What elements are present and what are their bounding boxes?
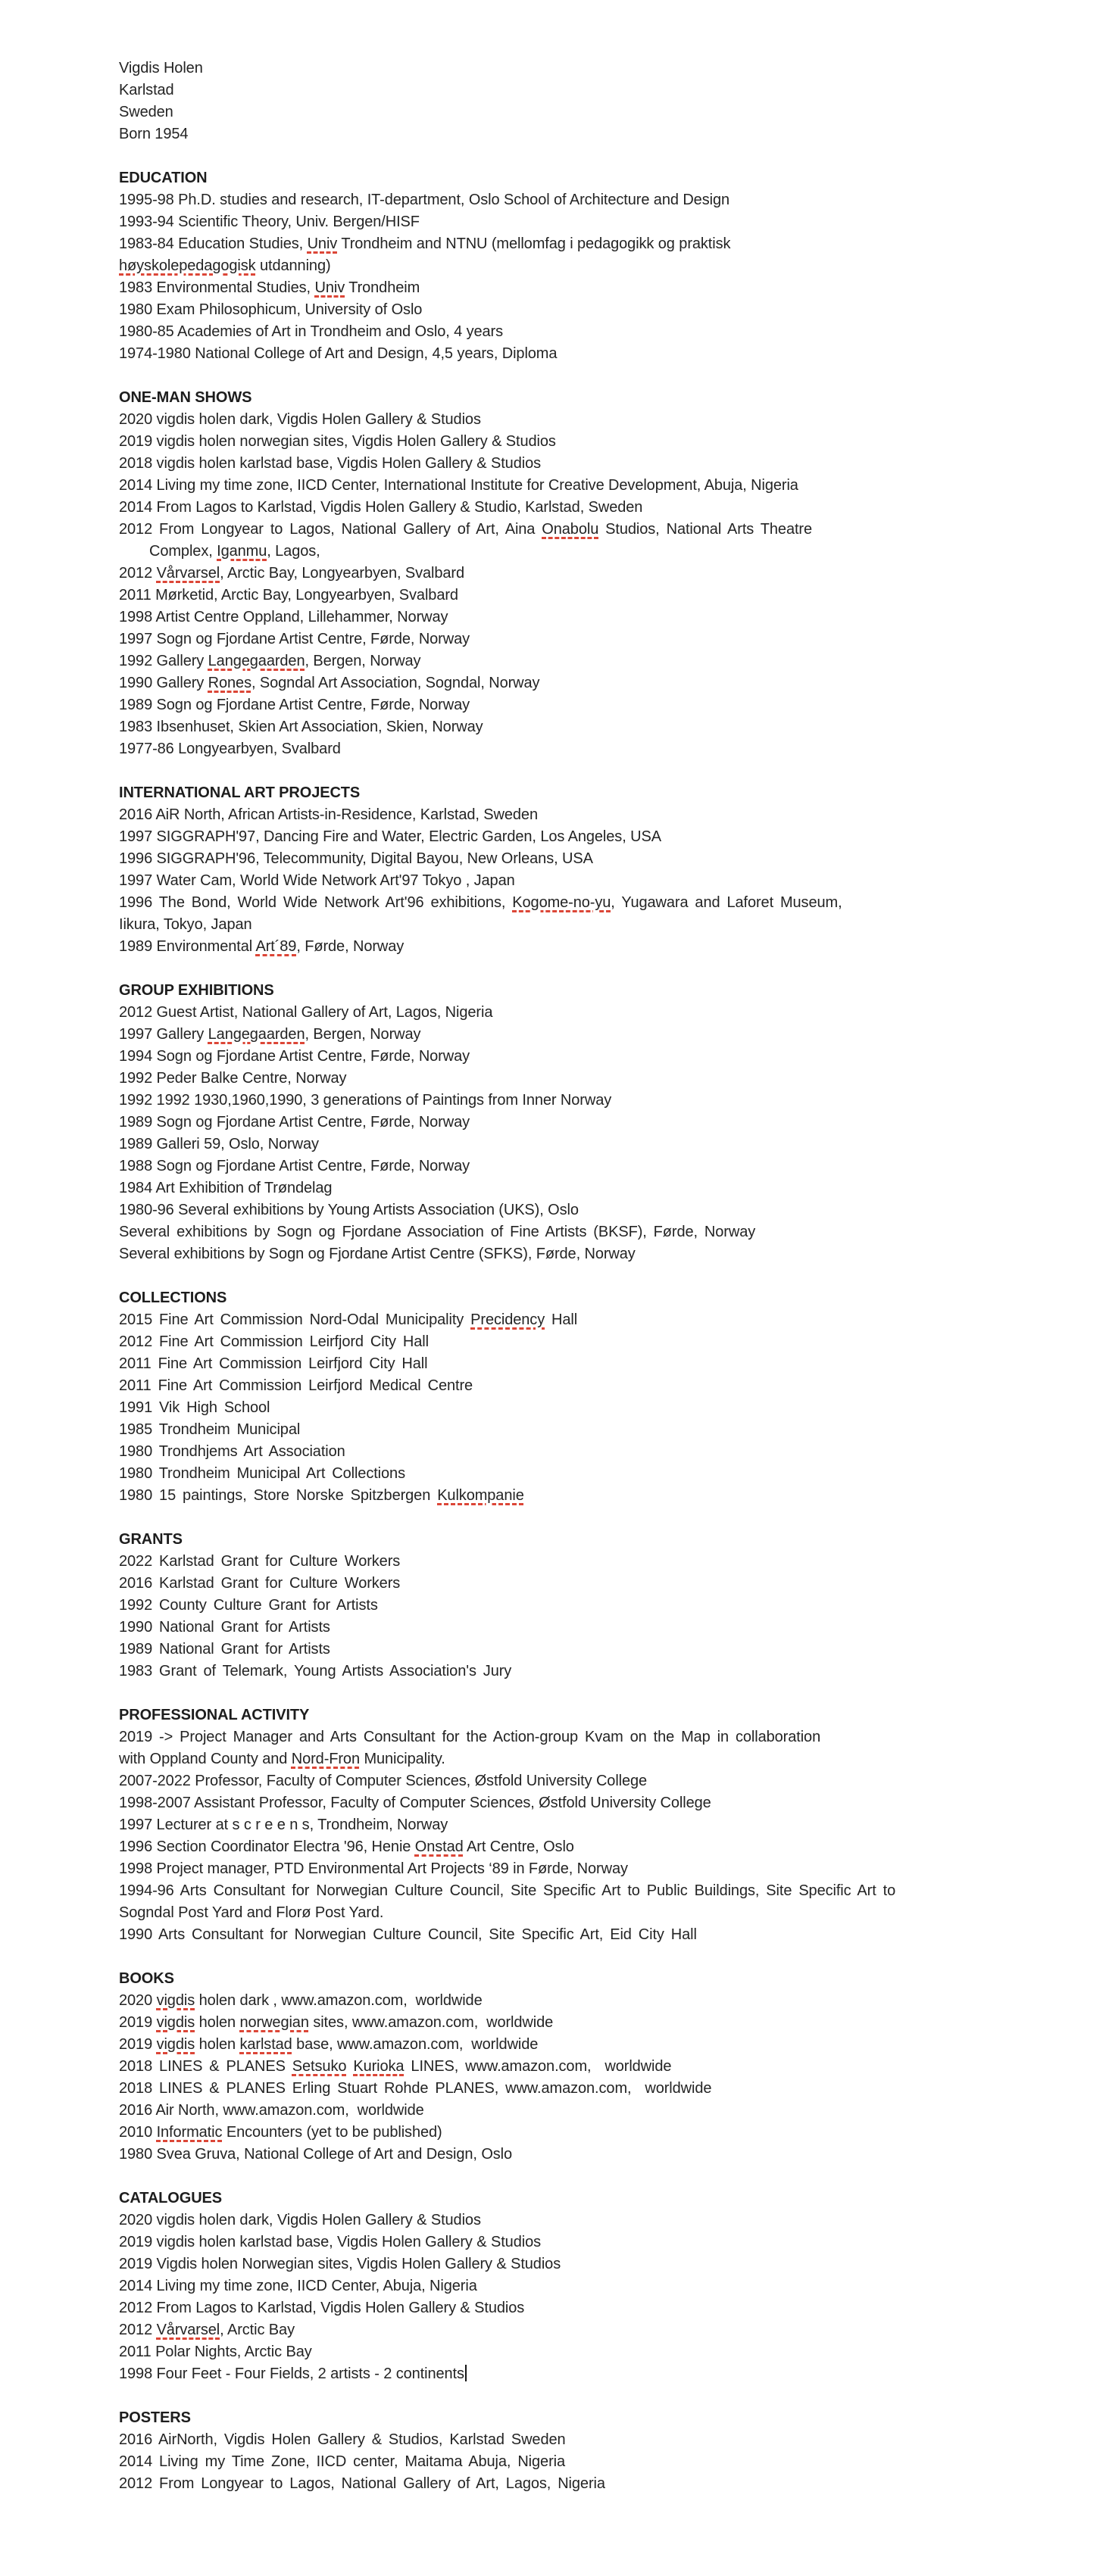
contact-block	[119, 58, 1033, 145]
cv-line[interactable]	[119, 1419, 1033, 1441]
text-segment: Several exhibitions by Sogn og Fjordane Association of Fine Artists (BKSF), Førde, Norway	[119, 1224, 756, 1240]
cv-line[interactable]	[119, 2100, 1033, 2122]
text-segment: , Bergen, Norway	[305, 1026, 421, 1043]
text-segment: 1980 Svea Gruva, National College of Art and Design, Oslo	[119, 2146, 513, 2163]
text-segment: Karlstad	[119, 82, 174, 98]
text-segment: 1990 National Grant for Artists	[119, 1619, 330, 1636]
text-segment: 2020	[119, 1992, 157, 2009]
cv-line[interactable]	[119, 277, 1033, 299]
cv-line[interactable]	[119, 211, 1033, 233]
text-segment: 1997 Lecturer at s c r e e n s, Trondheim, Norway	[119, 1817, 448, 1833]
cv-line[interactable]	[119, 1002, 1033, 1024]
text-segment: 1994 Sogn og Fjordane Artist Centre, Førde, Norway	[119, 1048, 470, 1065]
misspelled-word: Vårvarsel	[156, 565, 220, 582]
misspelled-word: Langegaarden	[208, 653, 305, 669]
cv-line[interactable]	[119, 936, 1033, 958]
cv-line[interactable]	[119, 1331, 1033, 1353]
text-segment: 2012 Fine Art Commission Leirfjord City Hall	[119, 1333, 429, 1350]
cv-line[interactable]	[119, 1463, 1033, 1485]
text-segment: Studios, National Arts Theatre	[598, 521, 813, 538]
text-segment: Sweden	[119, 104, 173, 120]
cv-line[interactable]	[119, 1880, 1033, 1902]
text-segment: 2016 Karlstad Grant for Culture Workers	[119, 1575, 401, 1592]
text-segment: 1992 County Culture Grant for Artists	[119, 1597, 378, 1614]
text-segment: 2015 Fine Art Commission Nord-Odal Municipality	[119, 1311, 471, 1328]
text-segment: 2007-2022 Professor, Faculty of Computer Sciences, Østfold University College	[119, 1773, 648, 1789]
cv-line[interactable]	[119, 1770, 1033, 1792]
text-segment: 1980 15 paintings, Store Norske Spitzbergen	[119, 1487, 438, 1504]
cv-line[interactable]	[119, 343, 1033, 365]
text-segment: 1993-94 Scientific Theory, Univ. Bergen/HISF	[119, 214, 420, 230]
text-segment: 2016 AiR North, African Artists-in-Residence, Karlstad, Sweden	[119, 806, 538, 823]
misspelled-word: Vårvarsel	[156, 2322, 220, 2338]
cv-line[interactable]	[119, 870, 1033, 892]
text-segment: 1989 National Grant for Artists	[119, 1641, 330, 1658]
text-segment: 2011 Fine Art Commission Leirfjord Medical Centre	[119, 1377, 473, 1394]
cv-line[interactable]	[119, 2122, 1033, 2144]
text-segment: 1992 Gallery	[119, 653, 208, 669]
cv-line[interactable]	[119, 2297, 1033, 2319]
text-segment: 1996 The Bond, World Wide Network Art'96 exhibitions,	[119, 894, 513, 911]
cv-line[interactable]	[119, 826, 1033, 848]
cv-line[interactable]	[119, 650, 1033, 672]
text-segment: 1980-85 Academies of Art in Trondheim and Oslo, 4 years	[119, 323, 504, 340]
text-segment: Hall	[545, 1311, 578, 1328]
text-segment: 1995-98 Ph.D. studies and research, IT-department, Oslo School of Architecture and Design	[119, 192, 729, 208]
text-segment: Complex,	[149, 543, 217, 560]
text-segment: , Arctic Bay, Longyearbyen, Svalbard	[220, 565, 465, 582]
cv-line[interactable]	[119, 2363, 1033, 2385]
text-segment: 1983 Grant of Telemark, Young Artists Association's Jury	[119, 1663, 512, 1679]
text-segment: 1980 Exam Philosophicum, University of Oslo	[119, 301, 423, 318]
section-heading-international-art-projects[interactable]: INTERNATIONAL ART PROJECTS	[119, 784, 361, 801]
section-heading-professional-activity[interactable]: PROFESSIONAL ACTIVITY	[119, 1707, 310, 1723]
text-segment: 2018 LINES & PLANES	[119, 2058, 292, 2075]
text-segment: Trondheim	[345, 279, 420, 296]
text-segment: 1988 Sogn og Fjordane Artist Centre, Førde, Norway	[119, 1158, 470, 1174]
cv-line[interactable]	[119, 1090, 1033, 1112]
text-segment: 2014 Living my Time Zone, IICD center, Maitama Abuja, Nigeria	[119, 2453, 565, 2470]
text-segment: 1994-96 Arts Consultant for Norwegian Culture Council, Site Specific Art to Public Buildings, Site Specific Art to	[119, 1882, 896, 1899]
text-segment: 1998 Artist Centre Oppland, Lillehammer, Norway	[119, 609, 448, 625]
text-segment: utdanning)	[255, 257, 331, 274]
cv-line[interactable]	[119, 628, 1033, 650]
cv-line[interactable]	[119, 189, 1033, 211]
cv-line[interactable]	[119, 255, 1033, 277]
cv-line[interactable]	[119, 892, 1033, 914]
cv-line[interactable]	[119, 1902, 1033, 1924]
cv-line[interactable]	[119, 672, 1033, 694]
cv-line[interactable]	[119, 1353, 1033, 1375]
cv-line[interactable]	[119, 1068, 1033, 1090]
text-segment: Vigdis Holen	[119, 60, 203, 76]
cv-line[interactable]	[119, 2210, 1033, 2231]
text-segment: 1989 Sogn og Fjordane Artist Centre, Førde, Norway	[119, 1114, 470, 1131]
text-segment: 2014 Living my time zone, IICD Center, International Institute for Creative Development, Abuja, Nigeria	[119, 477, 798, 494]
text-segment: 1997 Sogn og Fjordane Artist Centre, Førde, Norway	[119, 631, 470, 647]
cv-line[interactable]	[119, 1375, 1033, 1397]
cv-line[interactable]	[119, 1551, 1033, 1573]
text-segment: holen	[195, 2036, 240, 2053]
text-segment	[346, 2058, 353, 2075]
text-segment: , Sogndal Art Association, Sogndal, Norway	[251, 675, 540, 691]
misspelled-word: Langegaarden	[208, 1026, 305, 1043]
text-segment: with Oppland County and	[119, 1751, 292, 1767]
text-segment: , Lagos,	[267, 543, 320, 560]
cv-line[interactable]	[119, 2056, 1033, 2078]
cv-line[interactable]	[119, 914, 1033, 936]
text-segment: 2012 From Lagos to Karlstad, Vigdis Holen Gallery & Studios	[119, 2300, 525, 2316]
cv-line[interactable]	[119, 80, 1033, 101]
section-heading-group-exhibitions[interactable]: GROUP EXHIBITIONS	[119, 982, 274, 999]
cv-line[interactable]	[119, 1617, 1033, 1639]
misspelled-word: Informatic	[156, 2124, 223, 2141]
text-cursor	[465, 2365, 467, 2381]
cv-line[interactable]	[119, 563, 1033, 585]
cv-line[interactable]	[119, 321, 1033, 343]
cv-line[interactable]	[119, 2473, 1033, 2495]
cv-line[interactable]	[119, 1836, 1033, 1858]
misspelled-word: Kurioka	[353, 2058, 405, 2075]
text-segment: Trondheim and NTNU (mellomfag i pedagogikk og praktisk	[337, 235, 731, 252]
text-segment: 2016 Air North, www.amazon.com, worldwide	[119, 2102, 424, 2119]
cv-line[interactable]	[119, 453, 1033, 475]
text-segment: 2012	[119, 565, 157, 582]
cv-line[interactable]	[119, 1221, 1033, 1243]
text-segment: Encounters (yet to be published)	[222, 2124, 442, 2141]
text-segment: 1992 Peder Balke Centre, Norway	[119, 1070, 347, 1087]
text-segment: 1991 Vik High School	[119, 1399, 270, 1416]
cv-line[interactable]	[119, 2319, 1033, 2341]
text-segment: 2020 vigdis holen dark, Vigdis Holen Gallery & Studios	[119, 2212, 481, 2228]
text-segment: 1998-2007 Assistant Professor, Faculty of Computer Sciences, Østfold University College	[119, 1795, 711, 1811]
misspelled-word: Univ	[307, 235, 338, 252]
text-segment: 1989 Environmental	[119, 938, 256, 955]
text-segment: holen	[195, 2014, 240, 2031]
text-segment: 1983 Ibsenhuset, Skien Art Association, Skien, Norway	[119, 719, 483, 735]
cv-line[interactable]	[119, 1397, 1033, 1419]
cv-line[interactable]	[119, 738, 1033, 760]
cv-line[interactable]	[119, 519, 1033, 541]
cv-line[interactable]	[119, 1309, 1033, 1331]
text-segment: 2014 Living my time zone, IICD Center, Abuja, Nigeria	[119, 2278, 477, 2294]
text-segment: 1997 Water Cam, World Wide Network Art'97 Tokyo , Japan	[119, 872, 515, 889]
cv-line[interactable]	[119, 101, 1033, 123]
text-segment: 2011 Polar Nights, Arctic Bay	[119, 2344, 312, 2360]
cv-line[interactable]	[119, 2275, 1033, 2297]
text-segment: holen dark , www.amazon.com, worldwide	[195, 1992, 483, 2009]
section-heading-catalogues[interactable]: CATALOGUES	[119, 2190, 223, 2206]
cv-line[interactable]	[119, 607, 1033, 628]
text-segment: 1974-1980 National College of Art and Design, 4,5 years, Diploma	[119, 345, 558, 362]
cv-line[interactable]	[119, 2231, 1033, 2253]
misspelled-word: vigdis	[156, 2036, 195, 2053]
text-segment: Sogndal Post Yard and Florø Post Yard.	[119, 1904, 384, 1921]
cv-line[interactable]	[119, 2451, 1033, 2473]
text-segment: 1998 Four Feet - Four Fields, 2 artists - 2 continents	[119, 2365, 464, 2382]
cv-line[interactable]	[119, 2253, 1033, 2275]
cv-line[interactable]	[119, 2012, 1033, 2034]
text-segment: 1985 Trondheim Municipal	[119, 1421, 301, 1438]
cv-line[interactable]	[119, 1639, 1033, 1661]
text-segment: base, www.amazon.com, worldwide	[292, 2036, 539, 2053]
misspelled-word: Kogome-no-yu	[512, 894, 611, 911]
misspelled-word: Kulkompanie	[437, 1487, 524, 1504]
cv-line[interactable]	[119, 2341, 1033, 2363]
cv-line[interactable]	[119, 1990, 1033, 2012]
cv-sections	[119, 167, 1033, 2495]
cv-line[interactable]	[119, 1485, 1033, 1507]
cv-line[interactable]	[119, 1726, 1033, 1748]
cv-line[interactable]	[119, 585, 1033, 607]
text-segment: 1997 SIGGRAPH'97, Dancing Fire and Water, Electric Garden, Los Angeles, USA	[119, 828, 661, 845]
text-segment: 1983-84 Education Studies,	[119, 235, 308, 252]
misspelled-word: norwegian	[239, 2014, 309, 2031]
cv-line[interactable]	[119, 2429, 1033, 2451]
cv-line[interactable]	[119, 409, 1033, 431]
text-segment: 1996 SIGGRAPH'96, Telecommunity, Digital Bayou, New Orleans, USA	[119, 850, 593, 867]
text-segment: LINES, www.amazon.com, worldwide	[404, 2058, 672, 2075]
text-segment: 2019 vigdis holen norwegian sites, Vigdis Holen Gallery & Studios	[119, 433, 556, 450]
text-segment: 1980 Trondheim Municipal Art Collections	[119, 1465, 405, 1482]
text-segment: 1990 Arts Consultant for Norwegian Culture Council, Site Specific Art, Eid City Hall	[119, 1926, 697, 1943]
misspelled-word: vigdis	[156, 2014, 195, 2031]
text-segment: 2014 From Lagos to Karlstad, Vigdis Holen Gallery & Studio, Karlstad, Sweden	[119, 499, 643, 516]
misspelled-word: Setsuko	[292, 2058, 347, 2075]
text-segment: 2019 -> Project Manager and Arts Consultant for the Action-group Kvam on the Map in collaboration	[119, 1729, 821, 1745]
cv-line[interactable]	[119, 848, 1033, 870]
misspelled-word: Nord-Fron	[291, 1751, 360, 1767]
text-segment: 2010	[119, 2124, 157, 2141]
section-heading-one-man-shows[interactable]: ONE-MAN SHOWS	[119, 389, 252, 406]
text-segment: 2018 LINES & PLANES Erling Stuart Rohde PLANES, www.amazon.com, worldwide	[119, 2080, 712, 2097]
text-segment: 1997 Gallery	[119, 1026, 208, 1043]
text-segment: 1989 Sogn og Fjordane Artist Centre, Førde, Norway	[119, 697, 470, 713]
cv-line[interactable]	[119, 1155, 1033, 1177]
cv-line[interactable]	[119, 716, 1033, 738]
cv-line[interactable]	[119, 1177, 1033, 1199]
text-segment: 1998 Project manager, PTD Environmental Art Projects ‘89 in Førde, Norway	[119, 1860, 628, 1877]
text-segment: 1983 Environmental Studies,	[119, 279, 315, 296]
text-segment: Municipality.	[359, 1751, 445, 1767]
cv-line[interactable]	[119, 1046, 1033, 1068]
section-heading-grants[interactable]: GRANTS	[119, 1531, 183, 1548]
cv-line[interactable]	[119, 2078, 1033, 2100]
text-segment: 1977-86 Longyearbyen, Svalbard	[119, 741, 341, 757]
cv-line[interactable]	[119, 1441, 1033, 1463]
misspelled-word: Rones	[208, 675, 251, 691]
text-segment: , Yugawara and Laforet Museum,	[611, 894, 842, 911]
cv-line[interactable]	[119, 1661, 1033, 1683]
cv-line[interactable]	[119, 1112, 1033, 1134]
cv-line[interactable]	[119, 541, 1033, 563]
text-segment: 1989 Galleri 59, Oslo, Norway	[119, 1136, 319, 1152]
text-segment: 2012 From Longyear to Lagos, National Gallery of Art, Aina	[119, 521, 542, 538]
cv-line[interactable]	[119, 299, 1033, 321]
text-segment: 2019 Vigdis holen Norwegian sites, Vigdis Holen Gallery & Studios	[119, 2256, 561, 2272]
cv-line[interactable]	[119, 233, 1033, 255]
text-segment: Several exhibitions by Sogn og Fjordane Artist Centre (SFKS), Førde, Norway	[119, 1246, 636, 1262]
text-segment: 2020 vigdis holen dark, Vigdis Holen Gallery & Studios	[119, 411, 481, 428]
cv-line[interactable]	[119, 694, 1033, 716]
section-heading-collections[interactable]: COLLECTIONS	[119, 1290, 227, 1306]
text-segment: , Bergen, Norway	[305, 653, 421, 669]
text-segment: Born 1954	[119, 126, 189, 142]
text-segment: Iikura, Tokyo, Japan	[119, 916, 252, 933]
text-segment: sites, www.amazon.com, worldwide	[308, 2014, 554, 2031]
cv-line[interactable]	[119, 1595, 1033, 1617]
misspelled-word: høyskolepedagogisk	[119, 257, 256, 274]
cv-line[interactable]	[119, 804, 1033, 826]
cv-line[interactable]	[119, 1199, 1033, 1221]
cv-line[interactable]	[119, 58, 1033, 80]
cv-line[interactable]	[119, 1243, 1033, 1265]
cv-line[interactable]	[119, 1748, 1033, 1770]
text-segment: 2012	[119, 2322, 157, 2338]
cv-line[interactable]	[119, 1573, 1033, 1595]
cv-line[interactable]	[119, 2144, 1033, 2166]
text-segment: 2018 vigdis holen karlstad base, Vigdis Holen Gallery & Studios	[119, 455, 541, 472]
misspelled-word: Art´89	[255, 938, 297, 955]
misspelled-word: karlstad	[239, 2036, 292, 2053]
text-segment: 1984 Art Exhibition of Trøndelag	[119, 1180, 333, 1196]
text-segment: 2012 From Longyear to Lagos, National Gallery of Art, Lagos, Nigeria	[119, 2475, 605, 2492]
cv-line[interactable]	[119, 475, 1033, 497]
text-segment: 1992 1992 1930,1960,1990, 3 generations of Paintings from Inner Norway	[119, 1092, 612, 1109]
text-segment: 1980 Trondhjems Art Association	[119, 1443, 345, 1460]
cv-line[interactable]	[119, 1814, 1033, 1836]
text-segment: 1996 Section Coordinator Electra '96, Henie	[119, 1838, 415, 1855]
cv-line[interactable]	[119, 1858, 1033, 1880]
cv-line[interactable]	[119, 123, 1033, 145]
text-segment: 2019 vigdis holen karlstad base, Vigdis Holen Gallery & Studios	[119, 2234, 541, 2250]
text-segment: 2019	[119, 2036, 157, 2053]
text-segment: 2012 Guest Artist, National Gallery of Art, Lagos, Nigeria	[119, 1004, 493, 1021]
cv-line[interactable]	[119, 1924, 1033, 1946]
cv-line[interactable]	[119, 2034, 1033, 2056]
text-segment: 2011 Mørketid, Arctic Bay, Longyearbyen, Svalbard	[119, 587, 458, 603]
text-segment: , Førde, Norway	[296, 938, 405, 955]
text-segment: , Arctic Bay	[220, 2322, 295, 2338]
text-segment: 2016 AirNorth, Vigdis Holen Gallery & Studios, Karlstad Sweden	[119, 2431, 566, 2448]
section-heading-education[interactable]: EDUCATION	[119, 170, 208, 186]
section-heading-books[interactable]: BOOKS	[119, 1970, 174, 1987]
misspelled-word: Onstad	[414, 1838, 464, 1855]
text-segment: 1980-96 Several exhibitions by Young Artists Association (UKS), Oslo	[119, 1202, 579, 1218]
section-heading-posters[interactable]: POSTERS	[119, 2409, 191, 2426]
text-segment: 2022 Karlstad Grant for Culture Workers	[119, 1553, 401, 1570]
cv-line[interactable]	[119, 1024, 1033, 1046]
text-segment: Art Centre, Oslo	[463, 1838, 574, 1855]
cv-line[interactable]	[119, 431, 1033, 453]
misspelled-word: vigdis	[156, 1992, 195, 2009]
misspelled-word: Onabolu	[542, 521, 599, 538]
text-segment: 2019	[119, 2014, 157, 2031]
text-segment: 2011 Fine Art Commission Leirfjord City Hall	[119, 1355, 428, 1372]
misspelled-word: Iganmu	[217, 543, 267, 560]
cv-line[interactable]	[119, 1134, 1033, 1155]
cv-line[interactable]	[119, 1792, 1033, 1814]
misspelled-word: Precidency	[470, 1311, 545, 1328]
cv-line[interactable]	[119, 497, 1033, 519]
misspelled-word: Univ	[314, 279, 345, 296]
text-segment: 1990 Gallery	[119, 675, 208, 691]
